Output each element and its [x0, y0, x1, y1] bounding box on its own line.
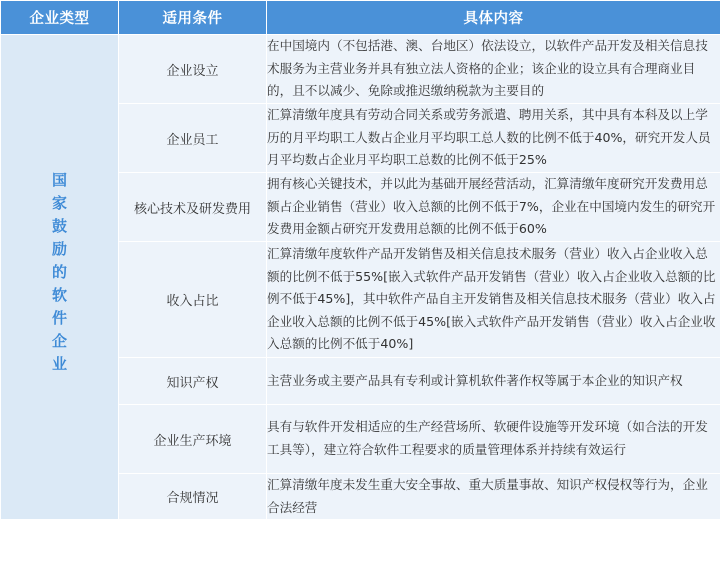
- header-enterprise-type: 企业类型: [1, 1, 119, 35]
- enterprise-type-label: 国家鼓励的软件企业: [50, 171, 68, 379]
- content-cell: 具有与软件开发相适应的生产经营场所、软硬件设施等开发环境（如合法的开发工具等），建立符合软件工程要求的质量管理体系并持续有效运行: [267, 405, 720, 474]
- content-cell: 主营业务或主要产品具有专利或计算机软件著作权等属于本企业的知识产权: [267, 358, 720, 405]
- content-cell: 汇算清缴年度软件产品开发销售及相关信息技术服务（营业）收入占企业收入总额的比例不低于55%[嵌入式软件产品开发销售（营业）收入占企业收入总额的比例不低于45%]，其中软件产品自主开发销售及相关信息技术服务（营业）收入占企业收入总额的比例不低于45%[嵌入式软件产品开发销售（营业）收入占企业收入总额的比例不低于40%]: [267, 242, 720, 358]
- content-cell: 汇算清缴年度具有劳动合同关系或劳务派遣、聘用关系，其中具有本科及以上学历的月平均职工人数占企业月平均职工总人数的比例不低于40%，研究开发人员月平均数占企业月平均职工总数的比例不低于25%: [267, 104, 720, 173]
- condition-cell: 企业设立: [119, 35, 267, 104]
- condition-cell: 企业员工: [119, 104, 267, 173]
- enterprise-type-cell: [1, 35, 119, 520]
- header-condition: 适用条件: [119, 1, 267, 35]
- content-cell: 在中国境内（不包括港、澳、台地区）依法设立，以软件产品开发及相关信息技术服务为主营业务并具有独立法人资格的企业；该企业的设立具有合理商业目的，且不以减少、免除或推迟缴纳税款为主要目的: [267, 35, 720, 104]
- condition-cell: 合规情况: [119, 474, 267, 520]
- condition-cell: 收入占比: [119, 242, 267, 358]
- content-cell: 汇算清缴年度未发生重大安全事故、重大质量事故、知识产权侵权等行为，企业合法经营: [267, 474, 720, 520]
- table-row: [1, 35, 720, 104]
- content-cell: 拥有核心关键技术，并以此为基础开展经营活动，汇算清缴年度研究开发费用总额占企业销售（营业）收入总额的比例不低于7%，企业在中国境内发生的研究开发费用金额占研究开发费用总额的比例不低于60%: [267, 173, 720, 242]
- condition-cell: 知识产权: [119, 358, 267, 405]
- header-row: [1, 1, 720, 35]
- condition-cell: 企业生产环境: [119, 405, 267, 474]
- condition-cell: 核心技术及研发费用: [119, 173, 267, 242]
- header-content: 具体内容: [267, 1, 720, 35]
